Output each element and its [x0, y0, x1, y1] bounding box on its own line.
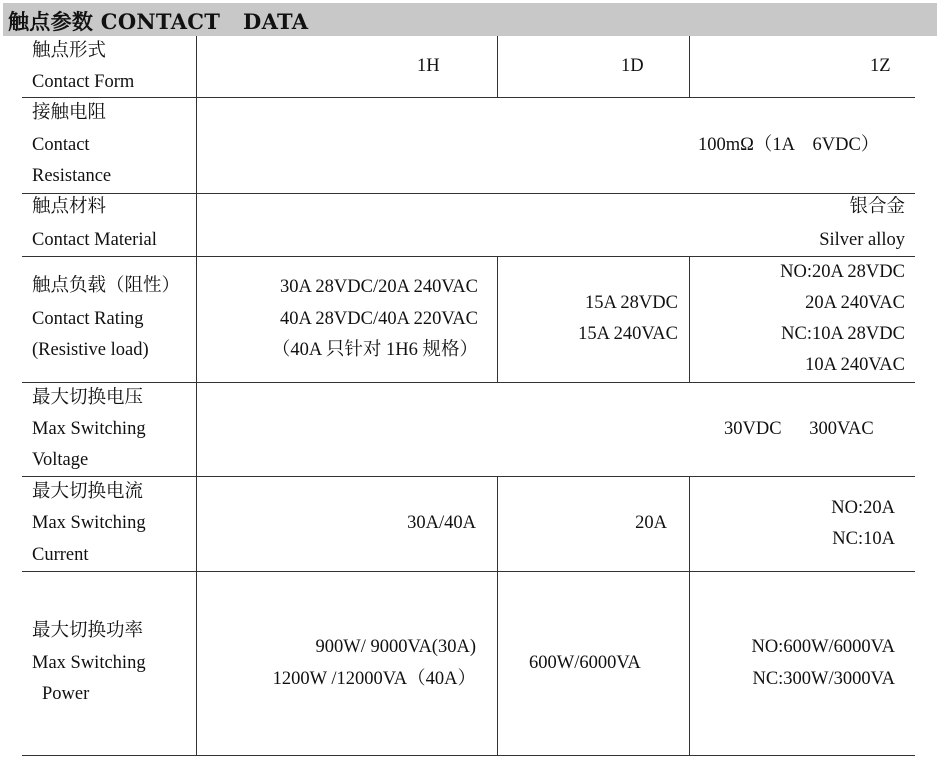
- max-current-1z-line: NO:20A: [831, 498, 895, 518]
- row-label-en: Power: [42, 684, 90, 704]
- row-label-cn: 触点负载（阻性）: [32, 276, 181, 296]
- rating-1h-line: 30A 28VDC/20A 240VAC: [279, 277, 478, 297]
- row-label-en: (Resistive load): [32, 340, 149, 360]
- row-label-cn: 触点形式: [32, 41, 107, 61]
- row-label-en: Max Switching: [32, 513, 146, 533]
- rating-1h-line: 40A 28VDC/40A 220VAC: [279, 309, 478, 329]
- contact-material-en: Silver alloy: [819, 230, 905, 250]
- contact-form-1z: 1Z: [870, 56, 891, 76]
- column-divider: [497, 256, 498, 383]
- max-power-1d: 600W/6000VA: [529, 653, 641, 673]
- contact-form-1h: 1H: [417, 56, 440, 76]
- max-voltage-value: 30VDC 300VAC: [724, 419, 874, 439]
- column-divider: [689, 256, 690, 383]
- rating-1z-line: 20A 240VAC: [805, 293, 905, 313]
- contact-form-1d: 1D: [621, 56, 644, 76]
- row-label-en: Contact Rating: [32, 309, 144, 329]
- max-current-1z-line: NC:10A: [832, 529, 895, 549]
- max-power-1h-line: 900W/ 9000VA(30A): [315, 637, 476, 657]
- row-divider: [22, 476, 915, 477]
- row-label-en: Current: [32, 545, 89, 565]
- row-divider: [22, 193, 915, 194]
- row-label-en: Max Switching: [32, 653, 146, 673]
- rating-1d-line: 15A 28VDC: [584, 293, 678, 313]
- section-title: 触点参数 CONTACT DATA: [8, 9, 309, 34]
- rating-1d-line: 15A 240VAC: [578, 324, 678, 344]
- column-divider: [497, 476, 498, 756]
- row-label-cn: 触点材料: [32, 197, 107, 217]
- contact-material-cn: 银合金: [849, 197, 905, 217]
- row-divider: [22, 382, 915, 383]
- rating-1z-line: NO:20A 28VDC: [780, 262, 905, 282]
- column-divider: [689, 476, 690, 756]
- column-divider: [497, 36, 498, 98]
- rating-1z-line: 10A 240VAC: [805, 355, 905, 375]
- max-current-1d: 20A: [635, 513, 667, 533]
- contact-resistance-value: 100mΩ（1A 6VDC）: [698, 135, 880, 155]
- max-power-1z-line: NC:300W/3000VA: [752, 669, 895, 689]
- row-label-en: Contact Form: [32, 72, 135, 92]
- row-divider: [22, 97, 915, 98]
- table-bottom-border: [22, 755, 915, 756]
- row-label-en: Contact: [32, 135, 90, 155]
- rating-1h-note: （40A 只针对 1H6 规格）: [271, 340, 478, 360]
- row-label-cn: 接触电阻: [32, 103, 107, 123]
- row-label-cn: 最大切换功率: [32, 621, 144, 641]
- rating-1z-line: NC:10A 28VDC: [781, 324, 905, 344]
- row-label-en: Contact Material: [32, 230, 157, 250]
- max-current-1h: 30A/40A: [407, 513, 476, 533]
- max-power-1h-line: 1200W /12000VA（40A）: [272, 669, 476, 689]
- row-label-en: Resistance: [32, 166, 112, 186]
- row-divider: [22, 571, 915, 572]
- row-label-cn: 最大切换电压: [32, 388, 144, 408]
- label-column-divider: [196, 36, 197, 756]
- row-label-cn: 最大切换电流: [32, 482, 144, 502]
- row-label-en: Voltage: [32, 450, 89, 470]
- max-power-1z-line: NO:600W/6000VA: [751, 637, 895, 657]
- row-label-en: Max Switching: [32, 419, 146, 439]
- column-divider: [689, 36, 690, 98]
